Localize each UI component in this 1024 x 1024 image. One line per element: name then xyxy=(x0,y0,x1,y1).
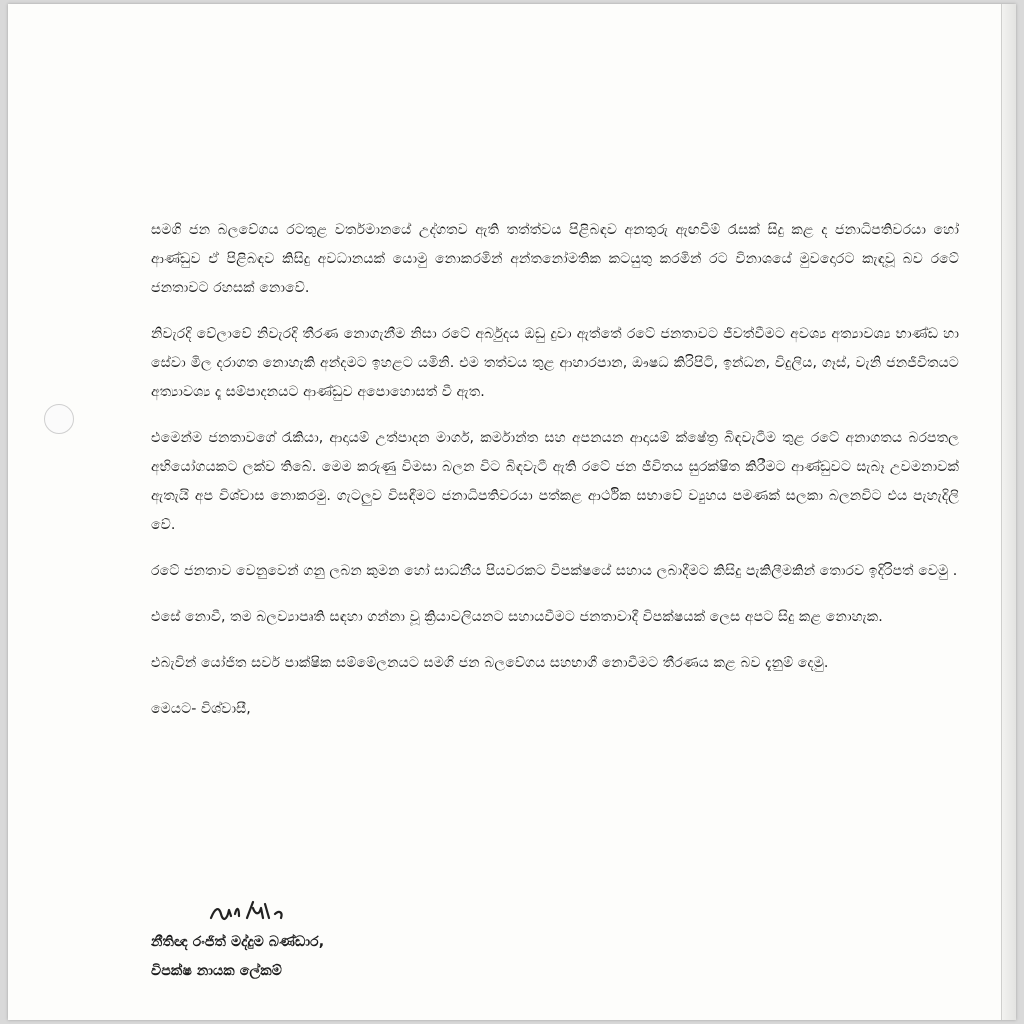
letter-paragraph: එමෙන්ම ජනතාවගේ රැකියා, ආදායම් උත්පාදන මාර්ග, කර්මාන්ත සහ අපනයන ආදායම් ක්ෂේත්‍ර බිඳවැටීම තුළ රටේ අනාගතය බරපතල අභියෝගයකට ලක්ව තිබේ. මෙම කරුණු විමසා බලන විට බිඳවැටී ඇති රටේ ජන ජීවිතය සුරක්ෂිත කිරීමට ආණ්ඩුවට සැබෑ උවමනාවක් ඇතැයි අප විශ්වාස නොකරමු. ගැටලුව විසඳීමට ජනාධිපතිවරයා පත්කළ ආර්ථික සභාවේ ව්‍යුහය පමණක් සලකා බලනවිට එය පැහැදිලි වේ. xyxy=(151,430,959,533)
page-edge xyxy=(1001,4,1016,1020)
letter-paragraph: රටේ ජනතාව වෙනුවෙන් ගනු ලබන කුමන හෝ සාධනීය පියවරකට විපක්ෂයේ සහාය ලබාදීමට කිසිදු පැකිලීමකින් තොරව ඉදිරිපත් වෙමු . xyxy=(151,563,958,579)
handwritten-signature xyxy=(209,896,309,924)
punch-hole xyxy=(44,404,74,434)
letter-page xyxy=(8,4,1016,1020)
signatory-title: විපක්ෂ නායක ලේකම් xyxy=(151,963,282,979)
letter-body xyxy=(151,216,959,741)
letter-paragraph: එබැවින් යෝජිත සර්ව පාක්ෂික සම්මේලනයට සමගි ජන බලවේගය සහභාගී නොවීමට තීරණය කළ බව දැනුම් දෙමු. xyxy=(151,655,829,671)
letter-paragraph: නිවැරදි වේලාවේ නිවැරදි තීරණ නොගැනීම නිසා රටේ අර්බුදය ඔඩු දුවා ඇත්තේ රටේ ජනතාවට ජීවත්වීමට අවශ්‍ය අත්‍යාවශ්‍ය භාණ්ඩ හා සේවා මිල දරාගත නොහැකි අන්දමට ඉහළට යමිනි. එම තත්වය තුළ ආහාරපාන, ඖෂධ කිරිපිටි, ඉන්ධන, විදුලිය, ගෑස්, වැනි ජනජීවිතයට අත්‍යාවශ්‍ය දෑ සම්පාදනයට ආණ්ඩුව අපොහොසත් වී ඇත. xyxy=(151,326,959,400)
signatory-name: නීතිඥ රංජිත් මද්දුම බණ්ඩාර, xyxy=(151,934,325,950)
closing-salutation: මෙයට- විශ්වාසී, xyxy=(151,701,251,717)
letter-paragraph: එසේ නොවී, තම බලව්‍යාපෘති සඳහා ගන්නා වූ ක්‍රියාවලියනට සහායවීමට ජනතාවාදී විපක්ෂයක් ලෙස අපට සිදු කළ නොහැක. xyxy=(151,609,883,625)
signature-block xyxy=(151,896,551,986)
letter-paragraph: සමගි ජන බලවේගය රටතුළ වර්තමානයේ උද්ගතව ඇති තත්ත්වය පිළිබඳව අනතුරු ඇඟවීම් රැසක් සිදු කළ ද ජනාධිපතිවරයා හෝ ආණ්ඩුව ඒ පිළිබඳව කිසිදු අවධානයක් යොමු නොකරමින් අන්තනෝමතික කටයුතු කරමින් රට විනාශයේ මුවදොරට කැඳවූ බව රටේ ජනතාවට රහසක් නොවේ. xyxy=(151,222,959,296)
